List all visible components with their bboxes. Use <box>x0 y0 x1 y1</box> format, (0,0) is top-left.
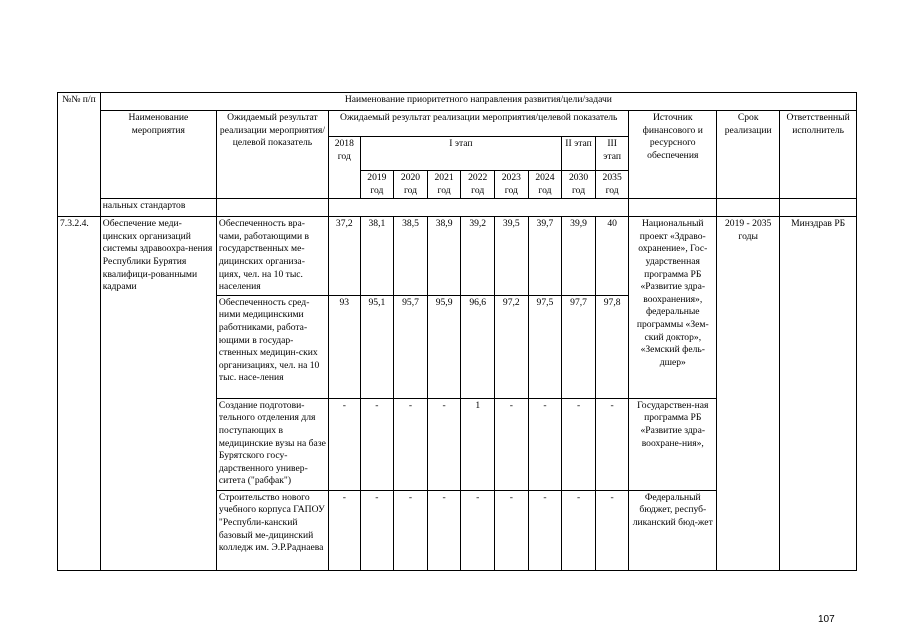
value-cell: - <box>329 490 361 570</box>
funding-source: Государствен-ная программа РБ «Развитие здра-воохране-ния», <box>629 398 717 490</box>
value-cell: - <box>427 490 461 570</box>
value-cell: 93 <box>329 295 361 398</box>
header-term: Срок реализации <box>717 111 780 199</box>
value-cell: 96,6 <box>461 295 495 398</box>
value-cell: 38,9 <box>427 217 461 296</box>
value-cell: - <box>528 398 562 490</box>
value-cell: 38,1 <box>360 217 394 296</box>
value-cell: - <box>360 398 394 490</box>
value-cell: - <box>528 490 562 570</box>
value-cell: 39,7 <box>528 217 562 296</box>
value-cell: 95,7 <box>394 295 428 398</box>
header-year: 2022 год <box>461 171 495 199</box>
header-2018: 2018 год <box>329 137 361 199</box>
value-cell: 39,5 <box>495 217 529 296</box>
value-cell: 40 <box>595 217 629 296</box>
value-cell: - <box>360 490 394 570</box>
value-cell: - <box>427 398 461 490</box>
header-year: 2024 год <box>528 171 562 199</box>
page-number: 107 <box>818 614 835 625</box>
value-cell: 37,2 <box>329 217 361 296</box>
value-cell: 97,5 <box>528 295 562 398</box>
value-cell: - <box>329 398 361 490</box>
value-cell: 39,2 <box>461 217 495 296</box>
header-stage-2: II этап <box>562 137 596 171</box>
header-event: Наименование мероприятия <box>100 111 216 199</box>
value-cell: - <box>394 490 428 570</box>
header-expected-group: Ожидаемый результат реализации мероприятия/целевой показатель <box>329 111 629 137</box>
value-cell: - <box>461 490 495 570</box>
value-cell: - <box>562 398 596 490</box>
header-year: 2020 год <box>394 171 428 199</box>
header-year: 2019 год <box>360 171 394 199</box>
header-source: Источник финансового и ресурсного обеспечения <box>629 111 717 199</box>
value-cell: - <box>595 490 629 570</box>
funding-source: Национальный проект «Здраво-охранение», Гос-ударственная программа РБ «Развитие здра-воохранения», федеральные программы «Зем-ский доктор», «Земский фель-дшер» <box>629 217 717 399</box>
value-cell: - <box>495 398 529 490</box>
indicator-text: Создание подготови-тельного отделения для поступающих в медицинские вузы на базе Бурятского госу-дарственного универ-ситета ("рабфак") <box>216 398 328 490</box>
term-value: 2019 - 2035 годы <box>717 217 780 571</box>
value-cell: 95,9 <box>427 295 461 398</box>
value-cell: 39,9 <box>562 217 596 296</box>
responsible-value: Минздрав РБ <box>780 217 857 571</box>
header-stage-3: III этап <box>595 137 629 171</box>
header-responsible: Ответственный исполнитель <box>780 111 857 199</box>
value-cell: 97,2 <box>495 295 529 398</box>
value-cell: 95,1 <box>360 295 394 398</box>
header-direction: Наименование приоритетного направления развития/цели/задачи <box>100 93 856 111</box>
event-name: Обеспечение меди-цинских организаций системы здравоохра-нения Республики Бурятия квалифици-рованными кадрами <box>100 217 216 571</box>
header-year: 2030 год <box>562 171 596 199</box>
indicator-text: Обеспеченность вра-чами, работающими в государственных ме-дицинских организа-циях, чел. на 10 тыс. населения <box>216 217 328 296</box>
data-table <box>57 92 857 571</box>
value-cell: - <box>495 490 529 570</box>
value-cell: 97,7 <box>562 295 596 398</box>
header-expected: Ожидаемый результат реализации мероприятия/целевой показатель <box>216 111 328 199</box>
value-cell: - <box>562 490 596 570</box>
value-cell: 38,5 <box>394 217 428 296</box>
header-num: №№ п/п <box>58 93 101 217</box>
item-number: 7.3.2.4. <box>58 217 101 571</box>
value-cell: - <box>394 398 428 490</box>
header-stage-1: I этап <box>360 137 562 171</box>
header-year: 2021 год <box>427 171 461 199</box>
indicator-text: Обеспеченность сред-ними медицинскими работниками, работа-ющими в государ-ственных медицин-ских организациях, чел. на 10 тыс. насе-ления <box>216 295 328 398</box>
indicator-text: Строительство нового учебного корпуса ГАПОУ "Республи-канский базовый ме-дицинский колледж им. Э.Р.Раднаева <box>216 490 328 570</box>
funding-source: Федеральный бюджет, респуб-ликанский бюд-жет <box>629 490 717 570</box>
header-year: 2023 год <box>495 171 529 199</box>
continuation-text: нальных стандартов <box>100 199 216 217</box>
value-cell: 1 <box>461 398 495 490</box>
header-year: 2035 год <box>595 171 629 199</box>
value-cell: 97,8 <box>595 295 629 398</box>
value-cell: - <box>595 398 629 490</box>
